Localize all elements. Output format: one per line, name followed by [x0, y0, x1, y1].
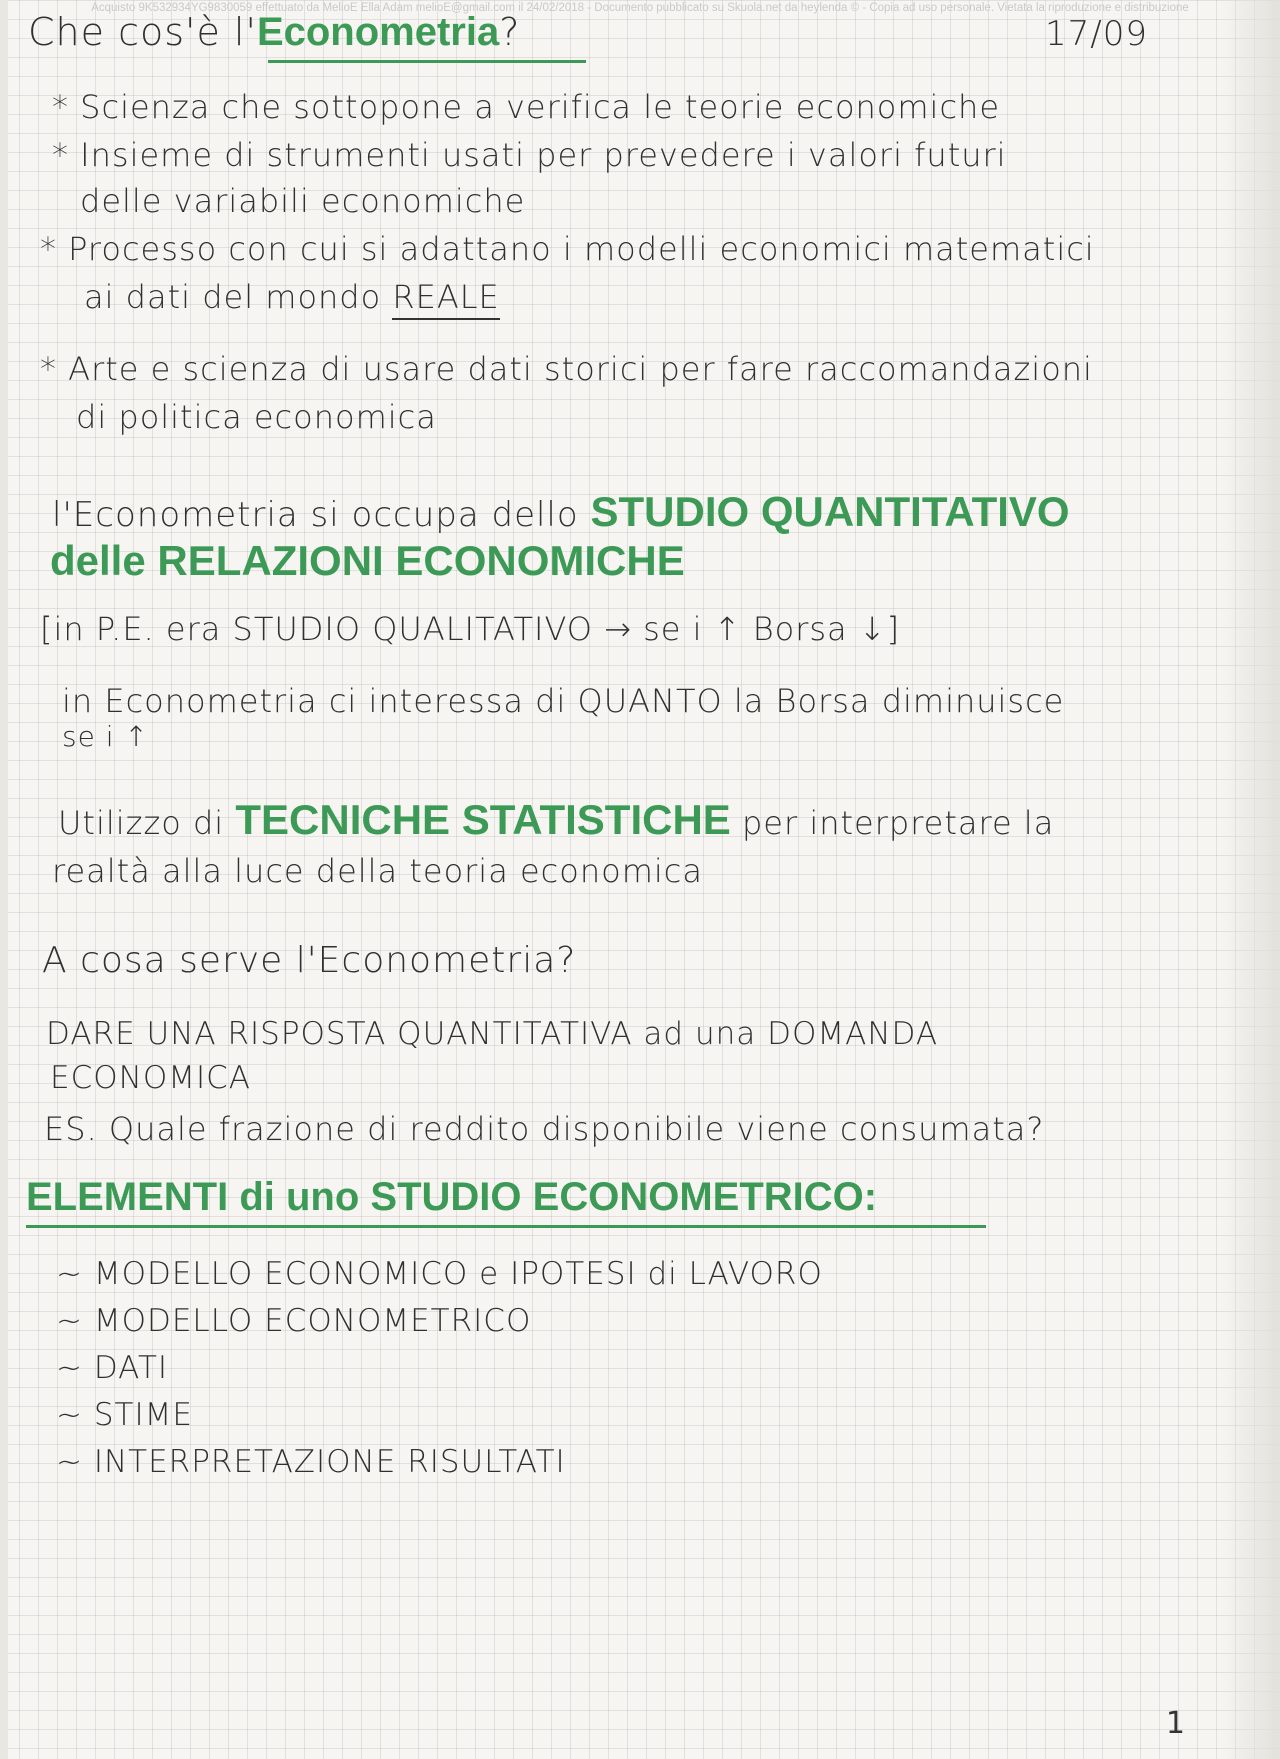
pe-comparison: [in P.E. era STUDIO QUALITATIVO → se i ↑ Borsa ↓]: [40, 610, 901, 648]
techniques-highlight: TECNICHE STATISTICHE: [235, 796, 731, 843]
reale-underline: [392, 318, 499, 320]
list-item: ~ STIME: [56, 1397, 193, 1433]
definition-1-text: Scienza che sottopone a verifica le teorie economiche: [80, 88, 1000, 126]
list-item: ~ INTERPRETAZIONE RISULTATI: [56, 1444, 566, 1480]
list-item: ~ MODELLO ECONOMETRICO: [56, 1303, 532, 1339]
title-underline: [268, 60, 586, 63]
bullet-3: *: [40, 230, 57, 268]
techniques-line1: [58, 796, 1054, 844]
econometria-comparison-line2: se i ↑: [62, 720, 149, 753]
purpose-answer-line1: DARE UNA RISPOSTA QUANTITATIVA ad una DOMANDA: [46, 1016, 939, 1052]
paper-left-edge: [0, 0, 8, 1759]
page-title: [28, 10, 520, 55]
title-prefix: Che cos'è l': [28, 10, 257, 54]
watermark-text: Acquisto 9K532934YG9830059 effettuato da MelioE Ella Adam melioE@gmail.com il 24/02/2018 - Documento pubblicato su Skuola.net da heylenda © - Copia ad uso personale. Vietata la riproduzione e distribuzione: [91, 2, 1189, 14]
bullet-4: *: [40, 350, 57, 388]
title-main: Econometria: [256, 10, 500, 54]
econometria-comparison: in Econometria ci interessa di QUANTO la Borsa diminuisce: [62, 682, 1065, 720]
purpose-question: A cosa serve l'Econometria?: [42, 940, 577, 981]
focus-highlight-2: delle RELAZIONI ECONOMICHE: [50, 537, 685, 584]
focus-line2: [50, 536, 685, 585]
paper-right-edge: [1220, 0, 1280, 1759]
emphasis-reale-text: REALE: [392, 278, 500, 316]
techniques-line2: realtà alla luce della teoria economica: [52, 852, 703, 890]
focus-prefix: l'Econometria si occupa dello: [52, 495, 579, 535]
purpose-example: ES. Quale frazione di reddito disponibile viene consumata?: [44, 1110, 1045, 1148]
focus-line1: [52, 488, 1070, 536]
bullet-2: *: [52, 136, 69, 174]
page-date: 17/09: [1045, 14, 1148, 54]
elements-heading: [26, 1174, 877, 1220]
definition-1: [52, 88, 1000, 126]
definition-4-line2: di politica economica: [76, 398, 437, 436]
bullet-1: *: [52, 88, 69, 126]
elements-heading-underline: [26, 1225, 986, 1228]
techniques-suffix: per interpretare la: [741, 804, 1055, 842]
definition-2: [52, 136, 1007, 174]
definition-4-text: Arte e scienza di usare dati storici per fare raccomandazioni: [68, 350, 1093, 388]
techniques-prefix: Utilizzo di: [58, 804, 225, 842]
emphasis-reale: [392, 278, 499, 316]
definition-2-text: Insieme di strumenti usati per prevedere i valori futuri: [80, 136, 1007, 174]
purpose-answer-line2: ECONOMICA: [50, 1060, 251, 1096]
definition-3: [40, 230, 1095, 268]
focus-highlight-1: STUDIO QUANTITATIVO: [590, 488, 1070, 535]
definition-4: [40, 350, 1093, 388]
list-item: ~ DATI: [56, 1350, 169, 1386]
definition-3-line2-text: ai dati del mondo: [84, 278, 382, 316]
list-item: ~ MODELLO ECONOMICO e IPOTESI di LAVORO: [56, 1256, 823, 1292]
definition-2-line2: delle variabili economiche: [80, 182, 526, 220]
definition-3-line2: [84, 278, 500, 316]
title-suffix: ?: [499, 10, 521, 54]
page-number: 1: [1165, 1706, 1185, 1741]
elements-heading-text: ELEMENTI di uno STUDIO ECONOMETRICO:: [26, 1175, 878, 1219]
definition-3-text: Processo con cui si adattano i modelli economici matematici: [68, 230, 1095, 268]
